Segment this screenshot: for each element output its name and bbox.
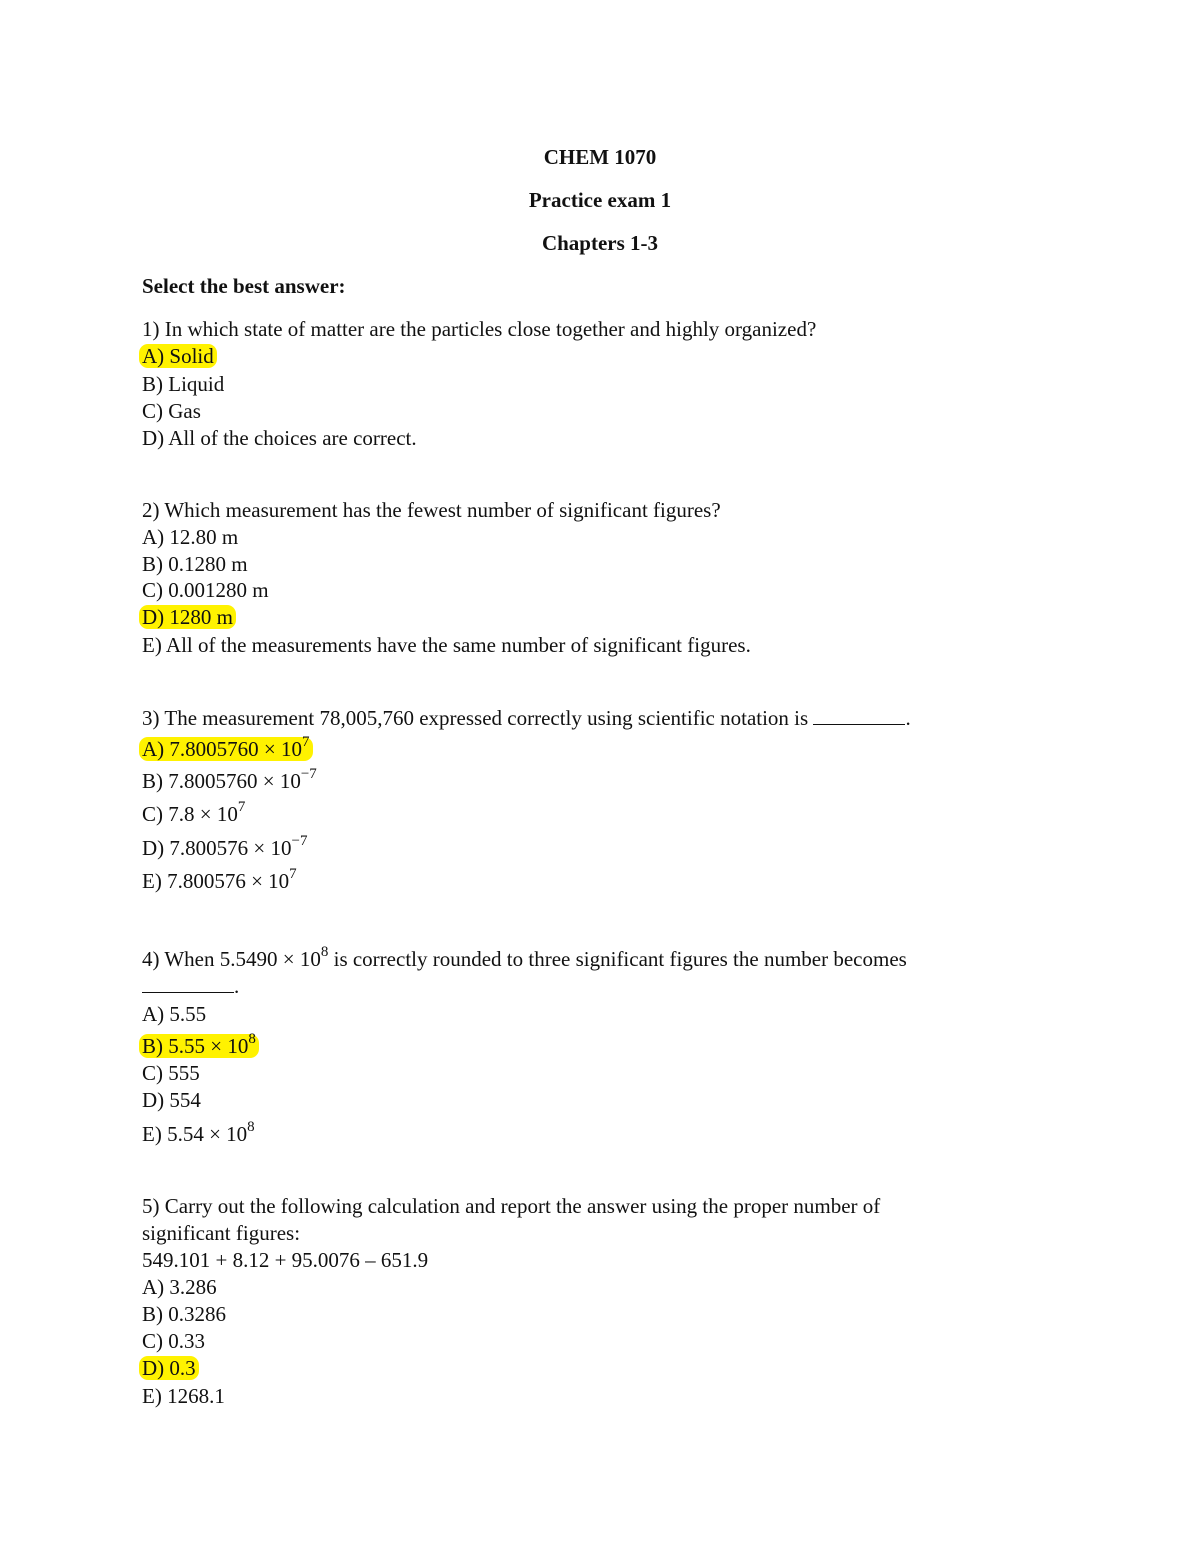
- question-5-text-line-1: 5) Carry out the following calculation and report the answer using the proper number of: [142, 1194, 881, 1218]
- chapters-title: Chapters 1-3: [541, 231, 659, 255]
- question-5-option-a: A) 3.286: [142, 1275, 217, 1299]
- question-5-text-line-2: significant figures:: [142, 1221, 301, 1245]
- answer-highlight: A) $7.8005760 \times 10^7$: [139, 737, 313, 761]
- question-2-option-e: E) All of the measurements have the same number of significant figures.: [142, 633, 751, 657]
- question-4-option-e: E) $5.54 \times 10^8$: [142, 1119, 255, 1146]
- course-title: CHEM 1070: [543, 145, 657, 169]
- question-3-option-e: E) $7.800576 \times 10^7$: [142, 866, 297, 893]
- question-5-option-d: [142, 1355, 199, 1381]
- question-1-text: 1) In which state of matter are the particles close together and highly organized?: [142, 317, 817, 341]
- instructions: Select the best answer:: [142, 274, 346, 298]
- question-1-option-b: B) Liquid: [142, 372, 225, 396]
- question-3-text: 3) The measurement 78,005,760 expressed correctly using scientific notation is .: [142, 706, 911, 730]
- answer-highlight: B) $5.55 \times 10^8$: [139, 1034, 259, 1058]
- question-4-option-b: [142, 1033, 259, 1059]
- answer-blank: [142, 974, 234, 993]
- answer-blank: [813, 706, 905, 725]
- question-1-option-c: C) Gas: [142, 399, 201, 423]
- question-5-expression: 549.101 + 8.12 + 95.0076 – 651.9: [142, 1248, 429, 1272]
- answer-highlight: D) 1280 m: [139, 605, 236, 629]
- question-2-text: 2) Which measurement has the fewest number of significant figures?: [142, 498, 721, 522]
- question-3-option-c: C) $7.8 \times 10^7$: [142, 799, 246, 826]
- question-5-option-e: E) 1268.1: [142, 1384, 225, 1408]
- question-2-option-c: C) 0.001280 m: [142, 578, 269, 602]
- answer-highlight: D) 0.3: [139, 1356, 199, 1380]
- question-4-option-c: C) 555: [142, 1061, 200, 1085]
- question-5-option-b: B) 0.3286: [142, 1302, 226, 1326]
- question-3-option-a: [142, 736, 313, 762]
- question-4-option-a: A) 5.55: [142, 1002, 207, 1026]
- question-4-text: 4) When $5.5490 \times 10^8$ is correctly rounded to three significant figures the number becomes: [142, 944, 907, 971]
- exam-title: Practice exam 1: [528, 188, 672, 212]
- question-1-option-a: [142, 343, 217, 369]
- question-1-option-d: D) All of the choices are correct.: [142, 426, 417, 450]
- question-3-option-b: B) $7.8005760 \times 10^{-7}$: [142, 766, 317, 793]
- question-5-option-c: C) 0.33: [142, 1329, 205, 1353]
- question-4-option-d: D) 554: [142, 1088, 201, 1112]
- question-2-option-a: A) 12.80 m: [142, 525, 239, 549]
- question-3-option-d: D) $7.800576 \times 10^{-7}$: [142, 833, 308, 860]
- question-4-blank-line: .: [142, 973, 239, 999]
- answer-highlight: A) Solid: [139, 344, 217, 368]
- question-2-option-d: [142, 604, 236, 630]
- question-2-option-b: B) 0.1280 m: [142, 552, 248, 576]
